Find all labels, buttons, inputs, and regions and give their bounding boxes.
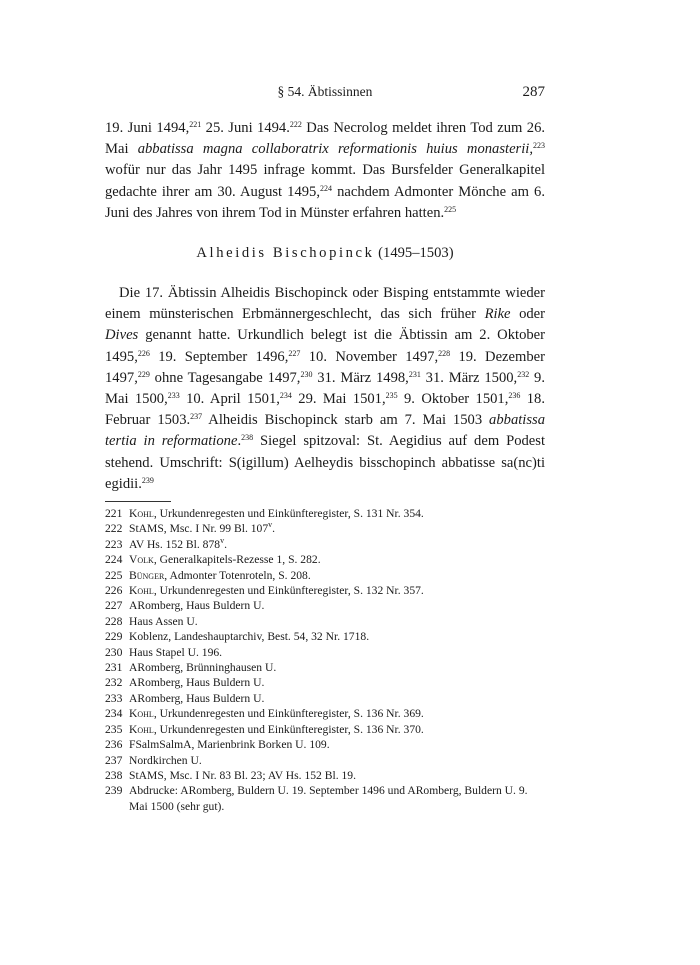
text-run: nachdem Admonter Mönche am 6. Juni des Jahres von ihrem Tod in Münster erfahren hatten. (105, 183, 545, 221)
italic-term: Rike (484, 306, 511, 323)
citation-text: , Urkundenregesten und Einkünfteregister, S. 132 Nr. 357. (153, 584, 424, 598)
text-run: 9. Mai 1500, (105, 369, 545, 408)
footnote-ref: 239 (141, 475, 154, 485)
text-run: Das Necrolog meldet ihren Tod zum 26. Mai (105, 120, 546, 158)
footnote-number: 237 (105, 753, 123, 767)
text-run: 29. Mai 1501, (291, 391, 386, 408)
footnote-ref: 234 (279, 391, 292, 401)
footnote-text (129, 552, 545, 567)
text-run: 31. März 1498, (312, 369, 409, 386)
verso-mark: v (220, 535, 225, 545)
text-run: 31. März 1500, (420, 369, 518, 386)
footnote-text (129, 598, 545, 613)
footnote-text (129, 753, 545, 768)
citation-text: , Urkundenregesten und Einkünfteregister, S. 136 Nr. 370. (153, 722, 424, 736)
footnote (105, 598, 545, 613)
author-name: Kohl (129, 507, 154, 520)
author-name: Bünger (129, 568, 165, 582)
citation-text: StAMS, Msc. I Nr. 83 Bl. 23; AV Hs. 152 Bl. 19. (129, 768, 356, 782)
main-text-block-1 (105, 118, 545, 224)
footnote-number: 239 (105, 784, 123, 798)
footnote-text (129, 506, 545, 521)
footnotes (105, 506, 545, 814)
text-run: wofür nur das Jahr 1495 infrage kommt. Das Bursfelder Generalkapitel gedachte ihrer am 30. August 1495, (105, 162, 545, 200)
citation-text: ARomberg, Brünninghausen U. (129, 661, 277, 675)
footnote (105, 629, 545, 644)
paragraph (105, 118, 545, 224)
footnote-number: 222 (105, 522, 123, 536)
footnote-text (129, 583, 545, 598)
italic-term: Dives (105, 327, 139, 344)
footnote (105, 768, 545, 783)
footnote (105, 521, 545, 536)
citation-text: , Urkundenregesten und Einkünfteregister, S. 131 Nr. 354. (153, 507, 424, 520)
text-run: Alheidis Bischopinck starb am 7. Mai 1503 (202, 412, 490, 429)
footnote-text (129, 691, 545, 706)
footnote-ref: 223 (532, 141, 545, 151)
text-run: 9. Oktober 1501, (397, 391, 509, 408)
citation-text: ARomberg, Haus Buldern U. (129, 691, 265, 705)
footnote-text (129, 722, 545, 737)
footnote-ref: 236 (508, 391, 521, 401)
footnote-ref: 225 (444, 204, 457, 214)
citation-text: ARomberg, Haus Buldern U. (129, 599, 265, 613)
footnote (105, 675, 545, 690)
footnote-ref: 221 (189, 120, 202, 129)
citation-text: , Generalkapitels-Rezesse 1, S. 282. (153, 553, 321, 567)
footnote-text (129, 706, 545, 721)
footnote (105, 722, 545, 737)
text-run: 10. November 1497, (300, 348, 439, 365)
footnote-text (129, 737, 545, 752)
footnote-ref: 230 (300, 369, 313, 379)
footnote-number: 226 (105, 584, 123, 598)
footnote-ref: 235 (385, 391, 398, 401)
footnote-number: 233 (105, 691, 123, 705)
footnote-ref: 229 (137, 369, 150, 379)
footnote (105, 660, 545, 675)
footnote-text (129, 629, 545, 644)
citation-tail: . (224, 537, 227, 551)
footnote-text (129, 660, 545, 675)
footnote (105, 753, 545, 768)
citation-text: , Admonter Totenroteln, S. 208. (164, 568, 311, 582)
footnote-ref: 222 (289, 120, 302, 129)
footnote-text (129, 675, 545, 690)
verso-mark: v (268, 520, 273, 530)
footnote-number: 232 (105, 676, 123, 690)
text-run: 19. Dezember 1497, (105, 348, 545, 386)
citation-text: Haus Assen U. (129, 614, 198, 628)
citation-text: StAMS, Msc. I Nr. 99 Bl. 107 (129, 522, 269, 536)
citation-text: FSalmSalmA, Marienbrink Borken U. 109. (129, 738, 330, 752)
footnote (105, 506, 545, 521)
running-header (105, 84, 545, 104)
citation-text: AV Hs. 152 Bl. 878 (129, 537, 221, 551)
text-run: 25. Juni 1494. (201, 120, 290, 136)
text-run: genannt hatte. Urkundlich belegt ist die Äbtissin am 2. Oktober 1495, (105, 327, 545, 365)
citation-text: , Urkundenregesten und Einkünfteregister, S. 136 Nr. 369. (153, 707, 424, 721)
footnote-ref: 232 (517, 369, 530, 379)
footnote-divider (105, 501, 171, 502)
footnote-text (129, 521, 545, 536)
section-heading (105, 245, 545, 262)
author-name: Kohl (129, 722, 154, 736)
footnote-number: 224 (105, 553, 123, 567)
footnote (105, 706, 545, 721)
text-run: Die 17. Äbtissin Alheidis Bischopinck oder Bisping entstammte wieder einem münsterischen Erbmännergeschlecht, das sich früher (105, 285, 545, 323)
footnote-text (129, 783, 545, 814)
main-text-block-2 (105, 283, 545, 495)
footnote-ref: 227 (288, 348, 301, 358)
text-run: 18. Februar 1503. (105, 391, 545, 429)
latin-quote: abbatissa magna collaboratrix reformationis huius monasterii, (137, 141, 533, 158)
citation-text: Koblenz, Landeshauptarchiv, Best. 54, 32 Nr. 1718. (129, 630, 370, 644)
footnote-number: 230 (105, 645, 123, 659)
footnote-ref: 228 (438, 348, 451, 358)
footnote-ref: 224 (320, 183, 333, 193)
text-run: oder (510, 306, 545, 323)
footnote (105, 568, 545, 583)
footnote-ref: 237 (190, 412, 203, 422)
footnote (105, 691, 545, 706)
footnote-ref: 238 (241, 433, 254, 443)
paragraph (105, 283, 545, 495)
footnote-text (129, 645, 545, 660)
citation-text: Abdrucke: ARomberg, Buldern U. 19. September 1496 und ARomberg, Buldern U. 9. Mai 1500 (sehr gut). (129, 784, 528, 813)
author-name: Kohl (129, 584, 154, 598)
footnote-text (129, 537, 545, 552)
footnote-text (129, 768, 545, 783)
footnote-text (129, 568, 545, 583)
footnote (105, 645, 545, 660)
footnote-ref: 233 (167, 391, 180, 401)
footnote (105, 537, 545, 552)
footnote (105, 737, 545, 752)
footnote-number: 235 (105, 722, 123, 736)
footnote-text (129, 614, 545, 629)
footnote-number: 227 (105, 599, 123, 613)
footnote-number: 234 (105, 707, 123, 721)
text-run: 10. April 1501, (179, 391, 280, 408)
running-title: § 54. Äbtissinnen (277, 84, 373, 99)
citation-text: Haus Stapel U. 196. (129, 645, 223, 659)
text-run: 19. Juni 1494, (105, 120, 190, 136)
text-run: ohne Tagesangabe 1497, (149, 369, 301, 386)
page-number: 287 (522, 84, 545, 100)
citation-tail: . (272, 522, 276, 536)
footnote-ref: 226 (137, 348, 150, 358)
citation-text: ARomberg, Haus Buldern U. (129, 676, 265, 690)
abbess-name: Alheidis Bischopinck (196, 245, 375, 261)
footnote-number: 228 (105, 614, 123, 628)
footnote (105, 783, 545, 814)
footnote-ref: 231 (408, 369, 421, 379)
footnote (105, 583, 545, 598)
text-run: . (237, 433, 242, 450)
footnote-number: 238 (105, 768, 123, 782)
footnote (105, 552, 545, 567)
footnote-number: 229 (105, 630, 123, 644)
abbess-years: (1495–1503) (378, 245, 454, 261)
citation-text: Nordkirchen U. (129, 753, 202, 767)
footnote-number: 225 (105, 568, 123, 582)
footnote-number: 221 (105, 507, 123, 520)
footnote-number: 231 (105, 661, 123, 675)
footnote (105, 614, 545, 629)
author-name: Kohl (129, 707, 154, 721)
text-run: 19. September 1496, (149, 348, 289, 365)
author-name: Volk (129, 553, 154, 567)
footnote-number: 223 (105, 537, 123, 551)
text-run: Siegel spitzoval: St. Aegidius auf dem Podest stehend. Umschrift: S(igillum) Aelheydis bisschopinch abbatisse sa(nc)ti egidii. (105, 433, 545, 492)
footnote-number: 236 (105, 738, 123, 752)
latin-quote: abbatissa tertia in reformatione (105, 412, 545, 450)
